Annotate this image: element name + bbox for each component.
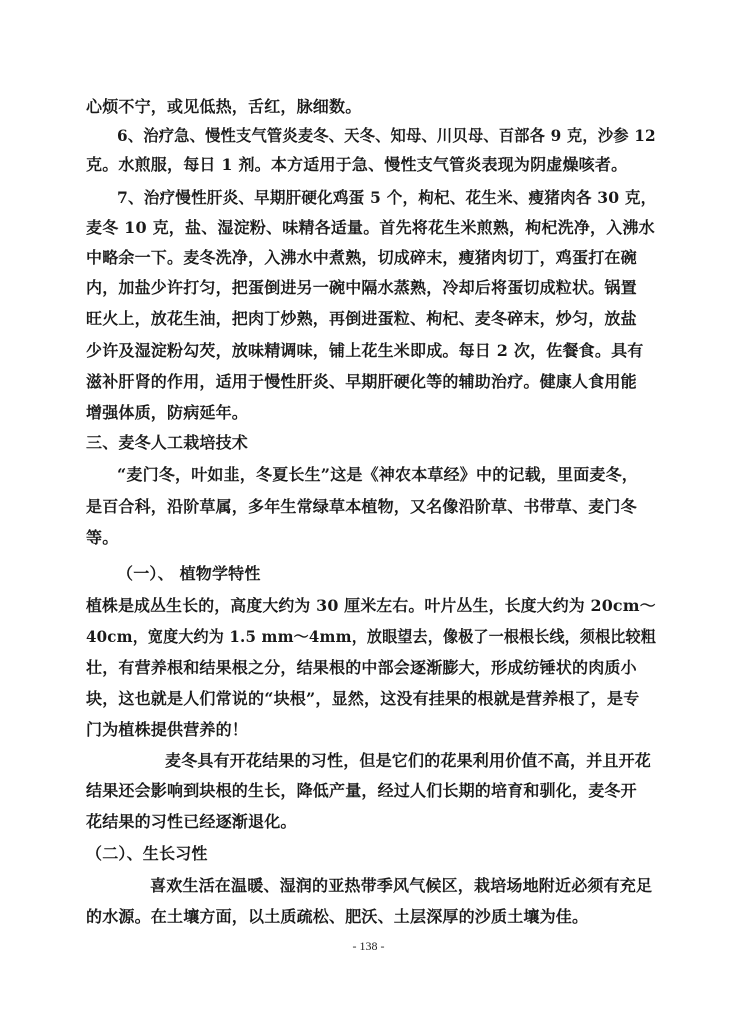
text-line: 块，这也就是人们常说的“块根”，显然，这没有挂果的根就是营养根了，是专 xyxy=(86,689,640,708)
text-line: 植株是成丛生长的，高度大约为 30 厘米左右。叶片丛生，长度大约为 20cm～ xyxy=(86,596,656,615)
text-line: 少许及湿淀粉勾芡，放味精调味，铺上花生米即成。每日 2 次，佐餐食。具有 xyxy=(86,341,644,360)
text-line: 麦冬具有开花结果的习性，但是它们的花果利用价值不高，并且开花 xyxy=(165,751,652,770)
text-line: 中略余一下。麦冬洗净，入沸水中煮熟，切成碎末，瘦猪肉切丁，鸡蛋打在碗 xyxy=(86,248,637,267)
text-line: 7、治疗慢性肝炎、早期肝硬化鸡蛋 5 个，枸杞、花生米、瘦猪肉各 30 克， xyxy=(117,188,657,207)
page-number: - 138 - xyxy=(352,939,385,953)
text-line: 心烦不宁，或见低热，舌红，脉细数。 xyxy=(86,97,362,116)
text-line: 结果还会影响到块根的生长，降低产量，经过人们长期的培育和驯化，麦冬开 xyxy=(86,781,637,800)
text-line: “麦门冬，叶如韭，冬夏长生”这是《神农本草经》中的记载，里面麦冬， xyxy=(117,465,639,484)
text-line: 花结果的习性已经逐渐退化。 xyxy=(86,812,297,831)
subsection-heading: （一）、 植物学特性 xyxy=(117,564,261,583)
text-line: 内，加盐少许打匀，把蛋倒进另一碗中隔水蒸熟，冷却后将蛋切成粒状。锅置 xyxy=(86,278,637,297)
text-line: 麦冬 10 克，盐、湿淀粉、味精各适量。首先将花生米煎熟，枸杞洗净，入沸水 xyxy=(86,218,655,237)
text-line: 增强体质，防病延年。 xyxy=(86,403,249,422)
text-line: 是百合科，沿阶草属，多年生常绿草本植物，又名像沿阶草、书带草、麦门冬 xyxy=(86,497,637,516)
text-line: 40cm，宽度大约为 1.5 mm～4mm，放眼望去，像极了一根根长线，须根比较粗 xyxy=(86,627,656,646)
text-line: 的水源。在土壤方面，以土质疏松、肥沃、土层深厚的沙质土壤为佳。 xyxy=(86,907,589,926)
text-line: 6、治疗急、慢性支气管炎麦冬、天冬、知母、川贝母、百部各 9 克，沙参 12 xyxy=(117,126,656,145)
section-heading: 三、麦冬人工栽培技术 xyxy=(86,433,249,452)
text-line: 门为植株提供营养的！ xyxy=(86,720,249,739)
text-line: 克。水煎服，每日 1 剂。本方适用于急、慢性支气管炎表现为阴虚燥咳者。 xyxy=(86,155,628,174)
text-line: 喜欢生活在温暖、湿润的亚热带季风气候区，栽培场地附近必须有充足 xyxy=(150,876,653,895)
subsection-heading: （二）、生长习性 xyxy=(86,844,208,863)
text-line: 等。 xyxy=(86,528,119,547)
text-line: 旺火上，放花生油，把肉丁炒熟，再倒进蛋粒、枸杞、麦冬碎末，炒匀，放盐 xyxy=(86,309,637,328)
text-line: 滋补肝肾的作用，适用于慢性肝炎、早期肝硬化等的辅助治疗。健康人食用能 xyxy=(86,372,637,391)
text-line: 壮，有营养根和结果根之分，结果根的中部会逐渐膨大，形成纺锤状的肉质小 xyxy=(86,658,637,677)
